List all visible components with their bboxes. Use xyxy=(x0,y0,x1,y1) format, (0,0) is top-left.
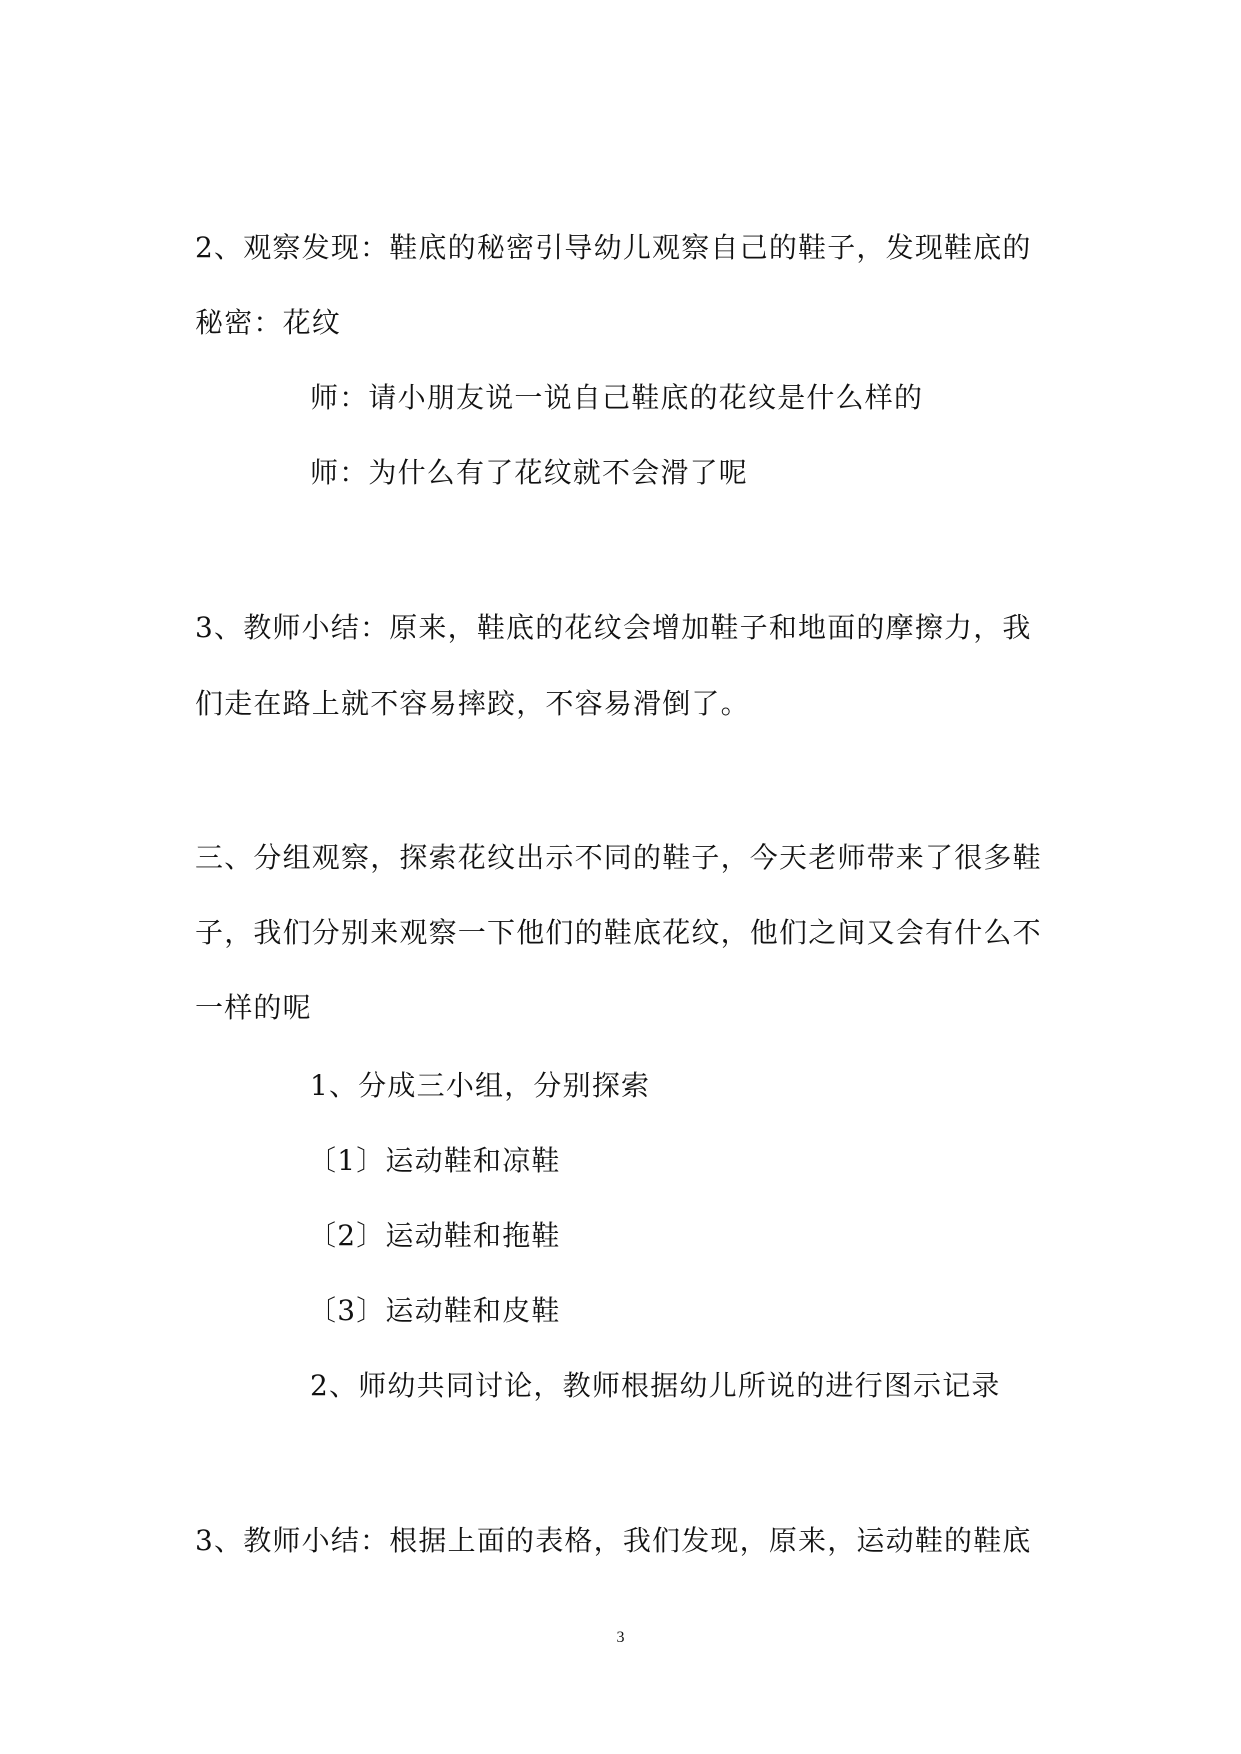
paragraph-line: 师：为什么有了花纹就不会滑了呢 xyxy=(310,456,749,489)
paragraph-line: 〔3〕运动鞋和皮鞋 xyxy=(308,1294,561,1327)
paragraph-line: 〔2〕运动鞋和拖鞋 xyxy=(308,1219,561,1252)
paragraph-line: 三、分组观察，探索花纹出示不同的鞋子，今天老师带来了很多鞋 xyxy=(195,841,1042,874)
paragraph-line: 3、教师小结：根据上面的表格，我们发现，原来，运动鞋的鞋底 xyxy=(195,1524,1032,1557)
page-number: 3 xyxy=(616,1629,625,1646)
paragraph-line: 3、教师小结：原来，鞋底的花纹会增加鞋子和地面的摩擦力，我 xyxy=(195,611,1032,644)
paragraph-line: 子，我们分别来观察一下他们的鞋底花纹，他们之间又会有什么不 xyxy=(195,916,1042,949)
paragraph-line: 2、观察发现：鞋底的秘密引导幼儿观察自己的鞋子，发现鞋底的 xyxy=(195,231,1032,264)
paragraph-line: 2、师幼共同讨论，教师根据幼儿所说的进行图示记录 xyxy=(310,1369,1001,1402)
paragraph-line: 师：请小朋友说一说自己鞋底的花纹是什么样的 xyxy=(310,381,924,414)
paragraph-line: 〔1〕运动鞋和凉鞋 xyxy=(308,1144,561,1177)
paragraph-line: 们走在路上就不容易摔跤，不容易滑倒了。 xyxy=(195,687,750,720)
paragraph-line: 一样的呢 xyxy=(195,991,312,1024)
paragraph-line: 1、分成三小组，分别探索 xyxy=(310,1069,651,1102)
paragraph-line: 秘密：花纹 xyxy=(195,306,342,339)
